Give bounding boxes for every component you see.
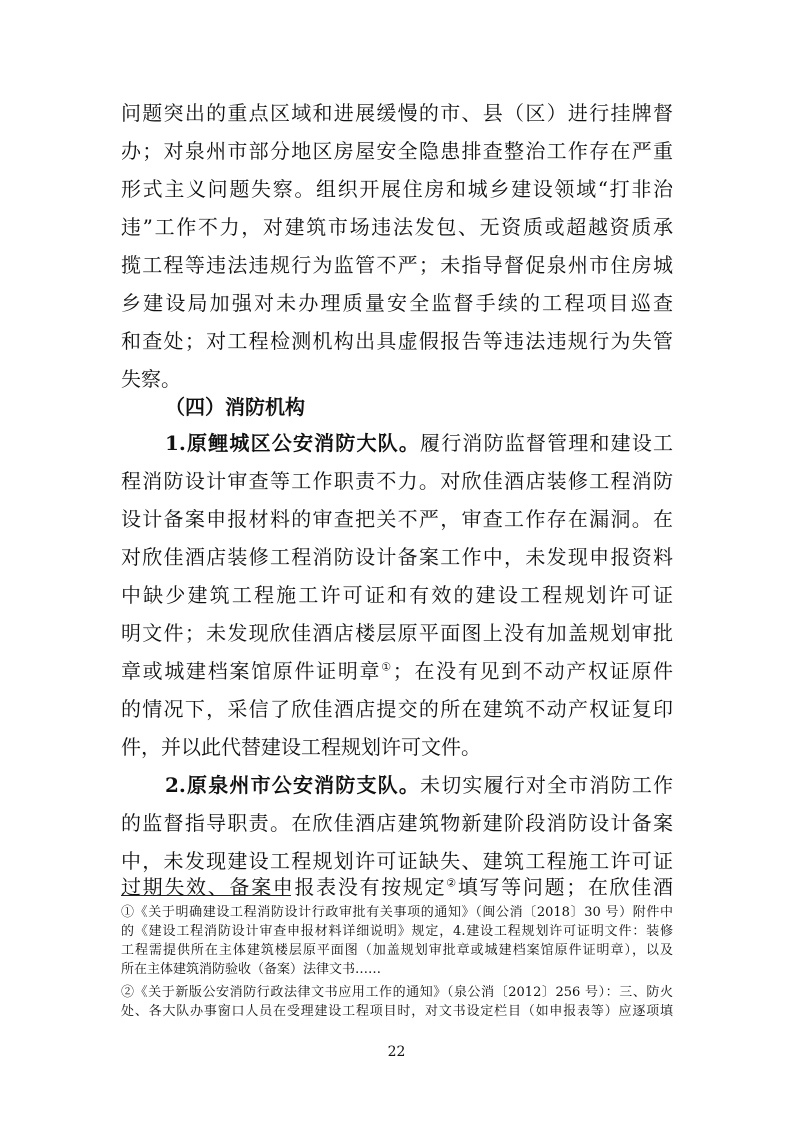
para1-line: 件，并以此代替建设工程规划许可文件。 xyxy=(121,735,481,759)
para1-line: 的情况下，采信了欣佳酒店提交的所在建筑不动产权证复印 xyxy=(121,697,673,721)
para1-line: 程消防设计审查等工作职责不力。对欣佳酒店装修工程消防 xyxy=(121,469,673,493)
page-number: 22 xyxy=(387,1044,406,1060)
para2-first-rest: 未切实履行对全市消防工作 xyxy=(420,773,673,797)
para2-lead: 2.原泉州市公安消防支队。 xyxy=(165,773,421,797)
body-line-4: 违”工作不力，对建筑市场违法发包、无资质或超越资质承 xyxy=(121,215,673,239)
para1-line: 明文件；未发现欣佳酒店楼层原平面图上没有加盖规划审批 xyxy=(121,621,673,645)
body-line-6: 乡建设局加强对未办理质量安全监督手续的工程项目巡查 xyxy=(121,291,673,315)
para1-first-rest: 履行消防监督管理和建设工 xyxy=(420,431,673,455)
para2-line: 的监督指导职责。在欣佳酒店建筑物新建阶段消防设计备案 xyxy=(121,811,673,835)
footnote-marker-2[interactable]: ② xyxy=(446,876,458,890)
para1-lead: 1.原鲤城区公安消防大队。 xyxy=(165,431,421,455)
footnote-line: 的《建设工程消防设计审查申报材料详细说明》规定，4.建设工程规划许可证明文件：装修 xyxy=(121,924,673,939)
para1-fn-post: ；在没有见到不动产权证原件 xyxy=(392,659,674,683)
para1-line: 设计备案申报材料的审查把关不严，审查工作存在漏洞。在 xyxy=(121,507,673,531)
body-line-7: 和查处；对工程检测机构出具虚假报告等违法违规行为失管 xyxy=(121,329,673,353)
footnote-line: ②《关于新版公安消防行政法律文书应用工作的通知》（泉公消〔2012〕256 号）：三、防火 xyxy=(121,985,673,1000)
body-line-8: 失察。 xyxy=(121,367,181,391)
para2-line: 中，未发现建设工程规划许可证缺失、建筑工程施工许可证 xyxy=(121,849,673,873)
footnote-line: ①《关于明确建设工程消防设计行政审批有关事项的通知》（闽公消〔2018〕30 号）附件中 xyxy=(121,905,673,920)
footnote-line: 处、各大队办事窗口人员在受理建设工程项目时，对文书设定栏目（如申报表等）应逐项填 xyxy=(121,1004,673,1019)
para2-first-line xyxy=(165,770,673,800)
para1-line: 对欣佳酒店装修工程消防设计备案工作中，未发现申报资料 xyxy=(121,545,673,569)
para1-line: 中缺少建筑工程施工许可证和有效的建设工程规划许可证 xyxy=(121,583,673,607)
para1-fn-pre: 章或城建档案馆原件证明章 xyxy=(121,659,382,683)
para1-first-line xyxy=(165,428,673,458)
footnote-divider xyxy=(121,895,291,896)
body-line-3: 形式主义问题失察。组织开展住房和城乡建设领域“打非治 xyxy=(121,177,673,201)
footnote-marker-1[interactable]: ① xyxy=(381,660,393,674)
para2-fn-pre: 过期失效、备案申报表没有按规定 xyxy=(121,875,447,899)
section-heading: （四）消防机构 xyxy=(165,395,305,419)
para1-footnote-line xyxy=(121,656,673,686)
body-line-1: 问题突出的重点区域和进展缓慢的市、县（区）进行挂牌督 xyxy=(121,101,673,125)
para2-footnote-line xyxy=(121,872,673,902)
body-line-5: 揽工程等违法违规行为监管不严；未指导督促泉州市住房城 xyxy=(121,253,673,277)
para2-fn-post: 填写等问题；在欣佳酒 xyxy=(457,875,673,899)
footnote-line: 工程需提供所在主体建筑楼层原平面图（加盖规划审批章或城建档案馆原件证明章），以及 xyxy=(121,943,673,958)
footnote-line: 所在主体建筑消防验收（备案）法律文书…… xyxy=(121,962,382,977)
body-line-2: 办；对泉州市部分地区房屋安全隐患排查整治工作存在严重 xyxy=(121,139,673,163)
